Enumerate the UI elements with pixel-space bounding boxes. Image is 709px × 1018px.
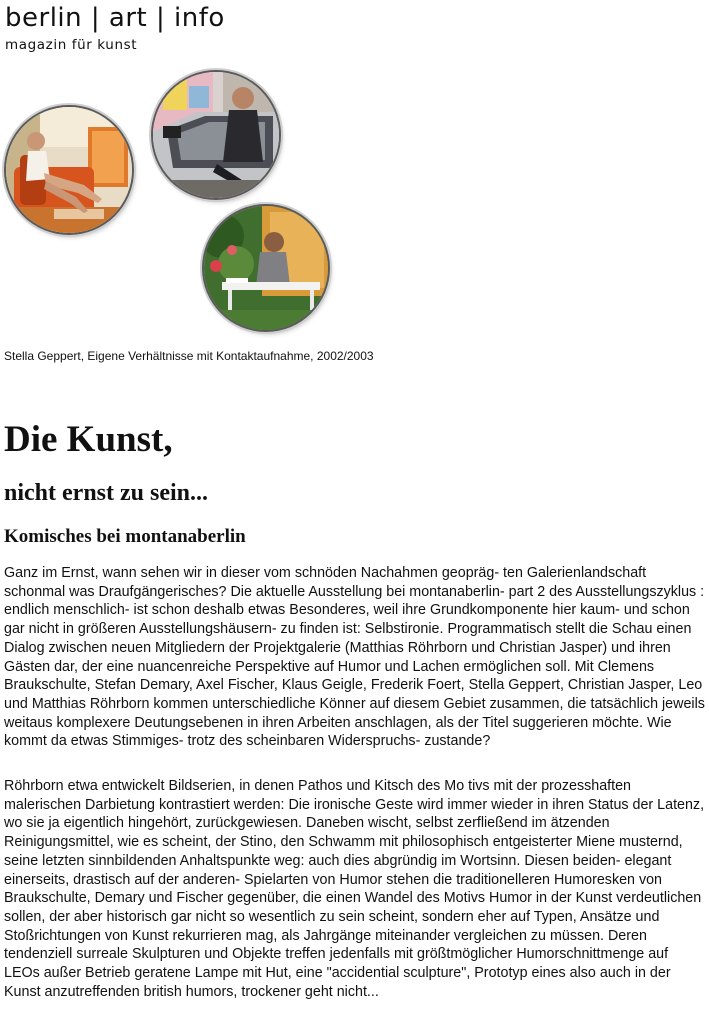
masthead bbox=[5, 2, 225, 53]
article-headline: Die Kunst, bbox=[4, 419, 173, 460]
masthead-title: berlin | art | info bbox=[5, 3, 225, 33]
image-caption: Stella Geppert, Eigene Verhältnisse mit Kontaktaufnahme, 2002/2003 bbox=[4, 349, 374, 363]
photo-woman-on-sofa bbox=[6, 107, 132, 233]
article-paragraph-2: Röhrborn etwa entwickelt Bildserien, in denen Pathos und Kitsch des Mo tivs mit der prozesshaften malerischen Darbietung kontrastiert werden: Die ironische Geste wird immer wieder in ihren Status der Latenz, wo sie ja eigentlich hingehört, zurückgewiesen. Daneben wischt, selbst zerfließend im ätzenden Reinigungsmittel, wie es scheint, der Stino, den Schwamm mit philosophisch entgeisterter Miene musternd, seine letzten sinnbildenden Anhaltspunkte weg: auch dies abgründig im Wortsinn. Diesen beiden- elegant einerseits, drastisch auf der anderen- Spielarten von Humor stehen die traditionelleren Humoresken von Braukschulte, Demary und Fischer gegenüber, die einen Wandel des Motivs Humor in der Kunst verdeutlichen sollen, der aber historisch gar nicht so wesentlich zu sein scheint, sondern eher auf Typen, Ansätze und Stoßrichtungen von Kunst rekurrieren mag, als Jahrgänge miteinander vergleichen zu müssen. Deren tendenziell surreale Skulpturen und Objekte treffen jedenfalls mit größtmöglicher Humorschnittmenge auf LEOs außer Betrieb geratene Lampe mit Hut, eine "accidential sculpture", Prototyp eines also auch in der Kunst anzutreffenden british humors, trockener geht nicht... bbox=[4, 778, 705, 1000]
article-subheadline: Komisches bei montanaberlin bbox=[4, 526, 246, 547]
article-paragraph-1: Ganz im Ernst, wann sehen wir in dieser vom schnöden Nachahmen geopräg- ten Galerienlandschaft schonmal was Draufgängerisches? Die aktuelle Ausstellung bei montanaberlin- part 2 des Ausstellungszyklus : endlich menschlich- ist schon deshalb etwas Besonderes, weil ihre Grundkomponente hier kaum- und schon gar nicht in größeren Ausstellungshäusern- zu finden ist: Selbstironie. Programmatisch stellt die Schau einen Dialog zwischen neuen Mitgliedern der Projektgalerie (Matthias Röhrborn und Christian Jasper) und ihren Gästen dar, der eine nuancenreiche Perspektive auf Humor und Lachen ermöglichen soll. Mit Clemens Braukschulte, Stefan Demary, Axel Fischer, Klaus Geigle, Frederik Foert, Stella Geppert, Christian Jasper, Leo und Matthias Röhrborn kommen unterschiedliche Könner auf diesem Gebiet zusammen, die tatsächlich jeweils weitaus komplexere Deutungsebenen in ihren Arbeiten anschlagen, als der Titel suggerieren möchte. Wie kommt da etwas Stimmiges- trotz des scheinbaren Widerspruchs- zustande? bbox=[4, 565, 705, 750]
photo-woman-at-table bbox=[204, 206, 328, 330]
article-headline-continuation: nicht ernst zu sein... bbox=[4, 480, 208, 506]
photo-man-in-car bbox=[153, 72, 279, 198]
masthead-subtitle: magazin für kunst bbox=[5, 37, 138, 53]
